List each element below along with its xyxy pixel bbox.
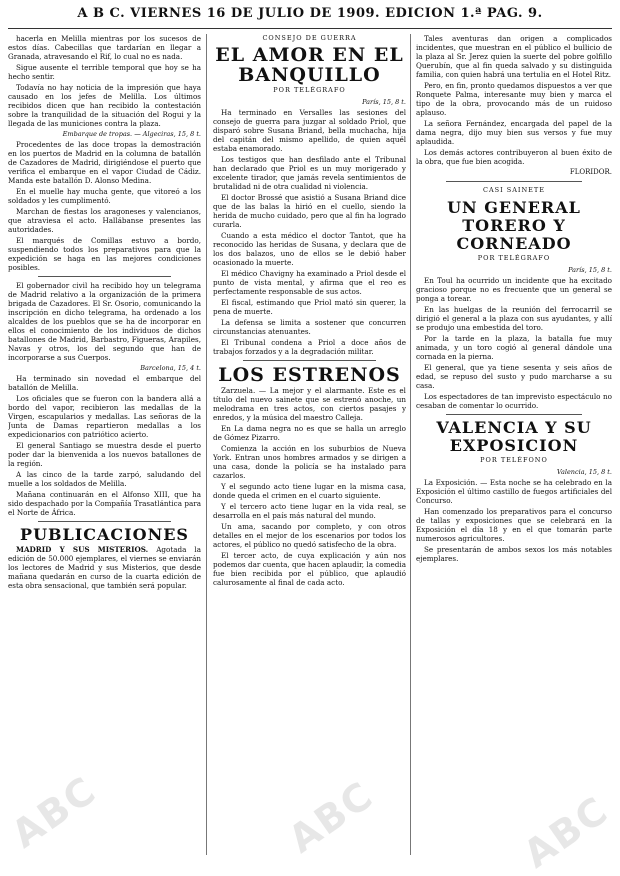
byline: POR TELÉFONO [480,456,548,464]
paragraph: Procedentes de las doce tropas la demostración en los puertos de Madrid en la columna de batallón de Cazadores de Madrid, dirigiéndose el puerto que verifica el embarque en el vapor Ciudad de Cádiz. Manda este batallón D. Alonso Medina. [8,140,201,185]
byline: POR TELÉGRAFO [477,254,551,262]
paragraph: El fiscal, estimando que Priol mató sin querer, la pena de muerte. [213,298,406,316]
paragraph: Los demás actores contribuyeron al buen éxito de la obra, que fue bien acogida. [416,148,612,166]
section-heading: PUBLICACIONES [20,525,189,544]
paragraph: Los testigos que han desfilado ante el Tribunal han declarado que Priol es un muy morigerado y excelente tirador, que jamás revela sentimientos de brutalidad ni de otra cualidad ni violencia. [213,155,406,191]
paragraph: Comienza la acción en los suburbios de Nueva York. Entran unos hombres armados y se dirigen a una casa, donde la policía se ha instalado para cazarlos. [213,444,406,480]
paragraph: Marchan de fiestas los aragoneses y valencianos, que atraviesa el acto. Hallábanse presentes las autoridades. [8,207,201,234]
paragraph: Pero, en fin, pronto quedamos dispuestos a ver que Ronquete Palma, interesante muy bien y marca el tipo de la obra, provocando más de un ruidoso aplauso. [416,81,612,117]
column-3 [416,34,612,855]
paragraph: El tercer acto, de cuya explicación y aún nos podemos dar cuenta, que hacen aplaudir, la comedia fue bien recibida por el público, que aplaudió calurosamente al final de cada acto. [213,551,406,587]
paragraph: Y el tercero acto tiene lugar en la vida real, se desarrolla en el país más natural del mundo. [213,502,406,520]
divider [243,360,376,361]
dateline: París, 15, 8 t. [362,98,406,106]
headline: UN GENERAL TORERO Y CORNEADO [447,198,581,253]
paragraph: Ha terminado sin novedad el embarque del batallón de Melilla. [8,374,201,392]
paragraph: Todavía no hay noticia de la impresión que haya causado en los jefes de Melilla. Los últimos recibidos dicen que han recibido la contestación sobre la tranquilidad de la situación del Rogui y la llegada de las municiones contra la plaza. [8,83,201,128]
kicker: CONSEJO DE GUERRA [262,34,357,42]
paragraph: Zarzuela. — La mejor y el alarmante. Este es el título del nuevo sainete que se estrenó anoche, un melodrama en tres actos, con ciertos pasajes y enredos, y la música del maestro Calleja. [213,386,406,422]
paragraph: Por la tarde en la plaza, la batalla fue muy animada, y un toro cogió al general dándole una cornada en la pierna. [416,334,612,361]
paragraph: En el muelle hay mucha gente, que vitoreó a los soldados y les cumplimentó. [8,187,201,205]
paragraph: En La dama negra no es que se halla un arreglo de Gómez Pizarro. [213,424,406,442]
paragraph: hacerla en Melilla mientras por los sucesos de estos días. Cabecillas que tardarían en llegar a Granada, atravesando el Rif, lo cual no es nada. [8,34,201,61]
kicker: CASI SAINETE [483,186,545,194]
dateline: Barcelona, 15, 4 t. [140,364,201,372]
divider [38,521,171,522]
headline: VALENCIA Y SU EXPOSICION [436,418,592,455]
header-rule [8,28,612,29]
paragraph: El médico Chavigny ha examinado a Priol desde el punto de vista mental, y afirma que el reo es perfectamente responsable de sus actos. [213,269,406,296]
paragraph: Los oficiales que se fueron con la bandera allá a bordo del vapor, recibieron las medallas de la Virgen, escapularios y medallas. Las señoras de la Junta de Damas repartieron medallas a los expedicionarios con patriótico acierto. [8,394,201,439]
watermark-logo: ABC [3,767,105,857]
divider [446,181,582,182]
headline: LOS ESTRENOS [218,364,401,386]
paragraph: El general Santiago se muestra desde el puerto poder dar la bienvenida a los nuevos batallones de la región. [8,441,201,468]
paragraph-text: Agotada la edición de 50.000 ejemplares, el viernes se enviarán los lectores de Madrid y sus Misterios, que desde mañana quedarán en curso de la cuarta edición de esta obra sensacional, que también será popular. [8,545,201,590]
paragraph: El gobernador civil ha recibido hoy un telegrama de Madrid relativo a la organización de la primera brigada de Cazadores. El Sr. Osorio, comunicando la inscripción en dicho telegrama, ha ordenado a los alcaldes de los pueblos que se ha de incorporar en ellos el conocimiento de los individuos de dichos batallones de Madrid, Barbastro, Figueras, Arapiles, Navas y otros, los del segundo que han de incorporarse a sus Cuerpos. [8,281,201,362]
paragraph: La Exposición. — Esta noche se ha celebrado en la Exposición el último castillo de fuegos artificiales del Concurso. [416,478,612,505]
dateline: París, 15, 8 t. [568,266,612,274]
paragraph: En las huelgas de la reunión del ferrocarril se dirigió el general a la plaza con sus ayudantes, y allí se produjo una embestida del toro. [416,305,612,332]
paragraph: Y el segundo acto tiene lugar en la misma casa, donde queda el crimen en el cuarto siguiente. [213,482,406,500]
paragraph: Mañana continuarán en el Alfonso XIII, que ha sido despachado por la Compañía Trasatlántica para el Norte de África. [8,490,201,517]
paragraph: El general, que ya tiene sesenta y seis años de edad, se repuso del susto y pudo marcharse a su casa. [416,363,612,390]
paragraph: El Tribunal condena a Priol a doce años de trabajos forzados y a la degradación militar. [213,338,406,356]
lead-in: MADRID Y SUS MISTERIOS. [16,545,149,554]
page-header: A B C. VIERNES 16 DE JULIO DE 1909. EDICION 1.ª PAG. 9. [77,6,543,21]
paragraph: En Toul ha ocurrido un incidente que ha excitado gracioso porque no es frecuente que un general se ponga a torear. [416,276,612,303]
paragraph: Se presentarán de ambos sexos los más notables ejemplares. [416,545,612,563]
paragraph: Han comenzado los preparativos para el concurso de tallas y exposiciones que se celebrará en la Exposición el día 18 y en el que tomarán parte numerosos agricultores. [416,507,612,543]
paragraph: La señora Fernández, encargada del papel de la dama negra, dijo muy bien sus versos y fue muy aplaudida. [416,119,612,146]
watermark-logo: ABC [515,787,617,876]
signature: FLORIDOR. [569,168,612,176]
watermark-logo: ABC [280,772,382,862]
headline: EL AMOR EN EL BANQUILLO [215,44,404,86]
dateline: Valencia, 15, 8 t. [556,468,612,476]
column-separator [410,34,411,855]
dateline: Embarque de tropas. — Algeciras, 15, 8 t. [62,130,201,138]
byline: POR TELÉGRAFO [273,86,346,94]
paragraph: Sigue ausente el terrible temporal que hoy se ha hecho sentir. [8,63,201,81]
column-separator [206,34,207,855]
paragraph: Ha terminado en Versalles las sesiones del consejo de guerra para juzgar al soldado Priol, que disparó sobre Susana Briand, bella muchacha, hija del capitán del mismo apellido, de quien aquél estaba enamorado. [213,108,406,153]
paragraph: Tales aventuras dan origen a complicados incidentes, que muestran en el público el bullicio de la plaza al Sr. Jerez quien la suerte del pobre golfillo Querubín, que al fin queda salvado y su distinguida familia, con quien habrá una tertulia en el Hotel Ritz. [416,34,612,79]
paragraph: El doctor Brossé que asistió a Susana Briand dice que de las balas la hirió en el cuello, siendo la herida de mucho cuidado, pero que al fin ha logrado curarla. [213,193,406,229]
paragraph: Un ama, sacando por completo, y con otros detalles en el mejor de los escenarios por todos los actores, el público no quedó satisfecho de la obra. [213,522,406,549]
paragraph: A las cinco de la tarde zarpó, saludando del muelle a los soldados de Melilla. [8,470,201,488]
paragraph: La defensa se limita a sostener que concurren circunstancias atenuantes. [213,318,406,336]
paragraph: Los espectadores de tan imprevisto espectáculo no cesaban de comentar lo ocurrido. [416,392,612,410]
divider [38,276,171,277]
column-1 [8,34,201,855]
divider [446,414,582,415]
paragraph [8,545,201,590]
column-2 [213,34,406,855]
paragraph: Cuando a esta médico el doctor Tantot, que ha reconocido las heridas de Susana, y declara que de los dos balazos, uno de ellos se le debió haber ocasionado la muerte. [213,231,406,267]
paragraph: El marqués de Comillas estuvo a bordo, suspendiendo todos los preparativos para que la expedición se haga en las mejores condiciones posibles. [8,236,201,272]
